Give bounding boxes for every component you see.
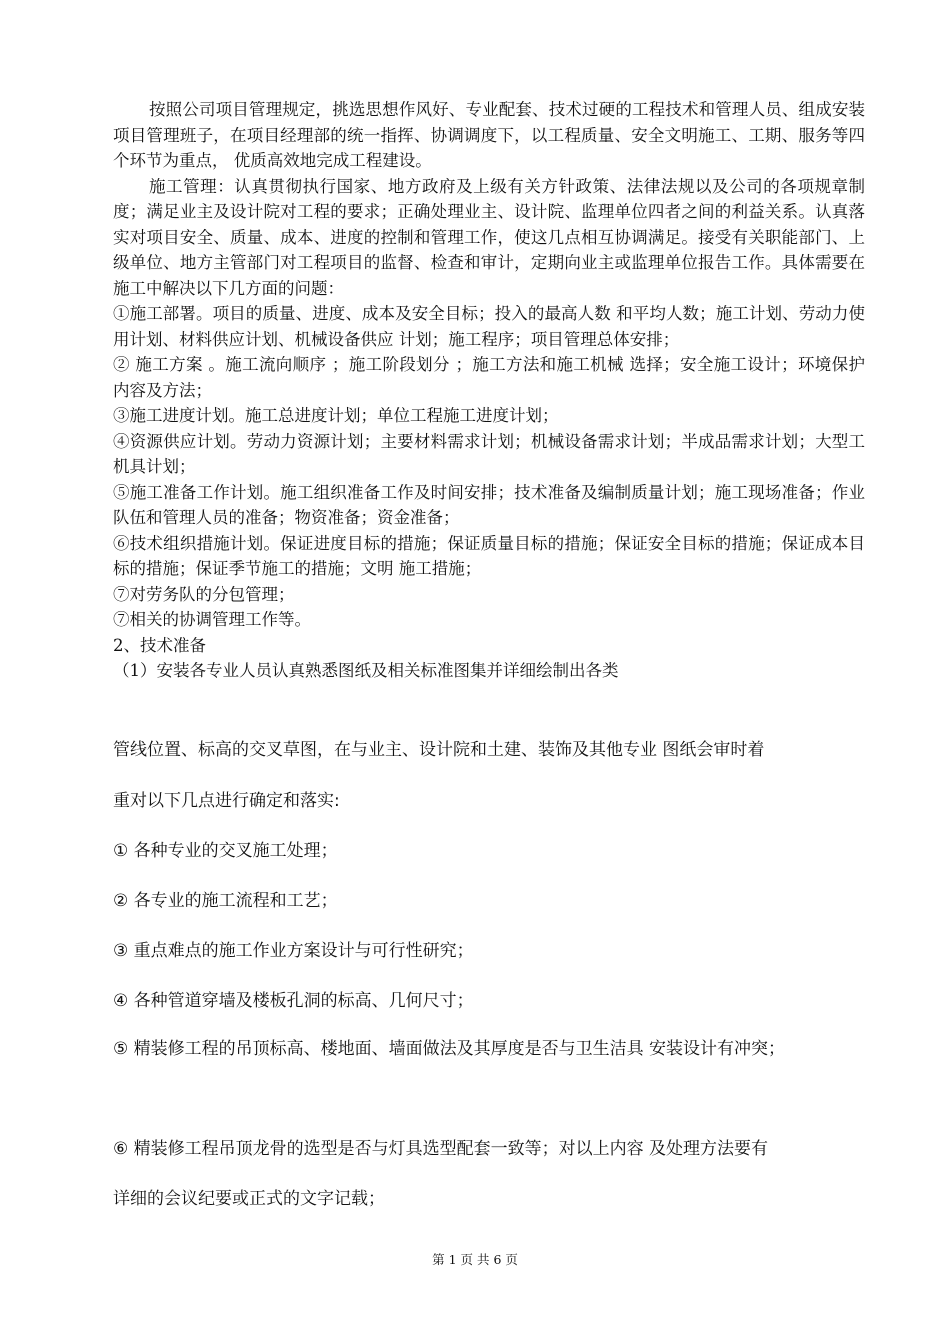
list-item-scheme: ② 施工方案 。施工流向顺序 ；施工阶段划分 ；施工方法和施工机械 选择；安全施工设计；环境保护内容及方法；	[113, 355, 865, 400]
sans-line-minutes: 详细的会议纪要或正式的文字记载；	[113, 1189, 385, 1209]
list-item-preparation: ⑤施工准备工作计划。施工组织准备工作及时间安排；技术准备及编制质量计划；施工现场准备；作业队伍和管理人员的准备；物资准备；资金准备；	[113, 482, 865, 527]
section-heading-technical-prep: 2、技术准备	[113, 635, 206, 655]
list-item-subcontract: ⑦对劳务队的分包管理；	[113, 584, 295, 604]
paragraph-construction-management: 施工管理：认真贯彻执行国家、地方政府及上级有关方针政策、法律法规以及公司的各项规章制度；满足业主及设计院对工程的要求；正确处理业主、设计院、监理单位四者之间的利益关系。认真落实对项目安全、质量、成本、进度的控制和管理工作，使这几点相互协调满足。接受有关职能部门、上级单位、地方主管部门对工程项目的监督、检查和审计，定期向业主或监理单位报告工作。具体需要在施工中解决以下几方面的问题：	[113, 176, 865, 298]
paragraph-project-team: 按照公司项目管理规定，挑选思想作风好、专业配套、技术过硬的工程技术和管理人员、组成安装项目管理班子，在项目经理部的统一指挥、协调调度下，以工程质量、安全文明施工、工期、服务等四个环节为重点， 优质高效地完成工程建设。	[113, 100, 865, 170]
sans-item-2: ② 各专业的施工流程和工艺；	[113, 891, 338, 911]
list-item-resources: ④资源供应计划。劳动力资源计划；主要材料需求计划；机械设备需求计划；半成品需求计划；大型工机具计划；	[113, 431, 865, 476]
sans-item-5: ⑤ 精装修工程的吊顶标高、楼地面、墙面做法及其厚度是否与卫生洁具 安装设计有冲突；	[113, 1039, 786, 1059]
list-item-schedule: ③施工进度计划。施工总进度计划；单位工程施工进度计划；	[113, 406, 559, 425]
sans-line-confirm: 重对以下几点进行确定和落实:	[113, 791, 340, 811]
sans-item-6: ⑥ 精装修工程吊顶龙骨的选型是否与灯具选型配套一致等；对以上内容 及处理方法要有	[113, 1139, 769, 1159]
paragraph-drawings: （1）安装各专业人员认真熟悉图纸及相关标准图集并详细绘制出各类	[113, 661, 619, 680]
serif-body	[113, 97, 865, 684]
sans-item-1: ① 各种专业的交叉施工处理；	[113, 841, 338, 861]
list-item-deployment: ①施工部署。项目的质量、进度、成本及安全目标；投入的最高人数 和平均人数；施工计划、劳动力使用计划、材料供应计划、机械设备供应 计划；施工程序；项目管理总体安排；	[113, 304, 865, 349]
sans-line-crossing-sketch: 管线位置、标高的交叉草图，在与业主、设计院和土建、装饰及其他专业 图纸会审时着	[113, 740, 765, 760]
sans-item-4: ④ 各种管道穿墙及楼板孔洞的标高、几何尺寸；	[113, 991, 474, 1011]
page-footer: 第 1 页 共 6 页	[432, 1252, 518, 1267]
list-item-measures: ⑥技术组织措施计划。保证进度目标的措施；保证质量目标的措施；保证安全目标的措施；保证成本目标的措施；保证季节施工的措施；文明 施工措施；	[113, 533, 865, 578]
list-item-coordination: ⑦相关的协调管理工作等。	[113, 610, 311, 629]
sans-item-3: ③ 重点难点的施工作业方案设计与可行性研究；	[113, 941, 474, 961]
